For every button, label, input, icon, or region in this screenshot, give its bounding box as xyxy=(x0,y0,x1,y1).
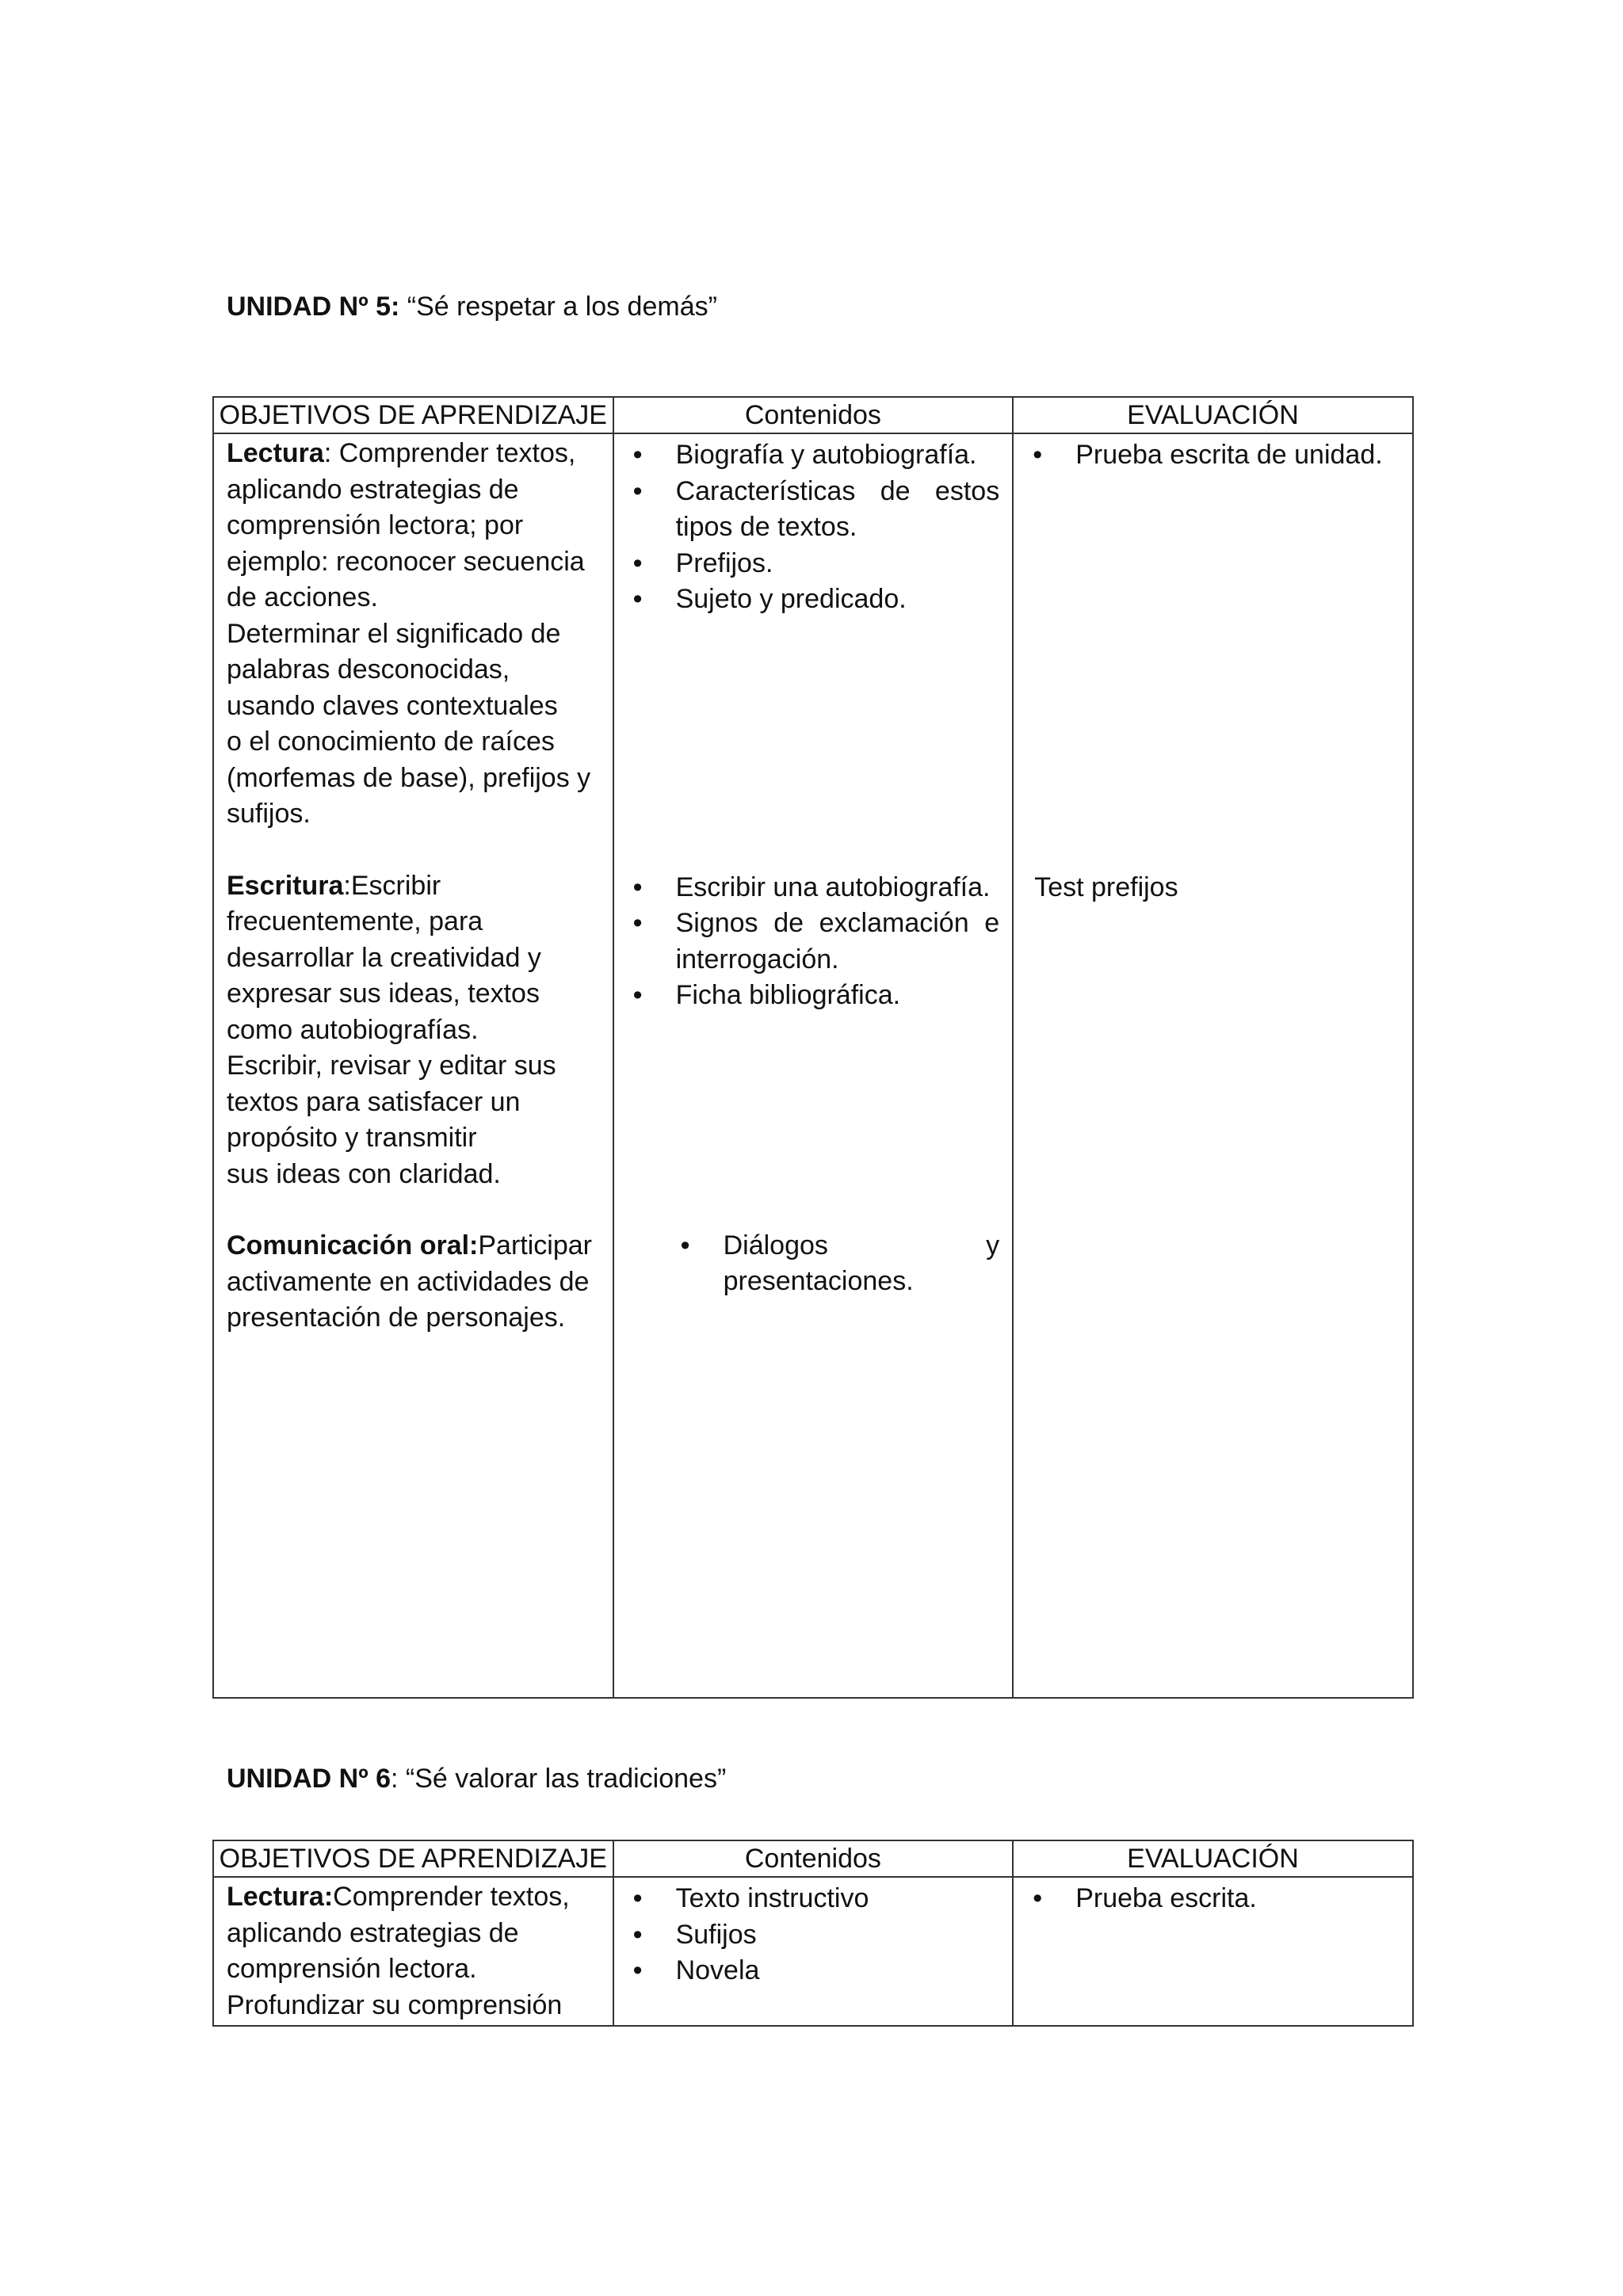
bullet-icon: • xyxy=(632,1883,643,1913)
unit5-body-row xyxy=(213,433,1413,1698)
bullet-icon: • xyxy=(632,871,643,902)
bullet-icon: • xyxy=(632,440,643,470)
unit5-oral-text: Participar activamente en actividades de presentación de personajes. xyxy=(227,1230,592,1333)
bullet-icon: • xyxy=(1033,440,1043,470)
unit5-header-objectives: OBJETIVOS DE APRENDIZAJE xyxy=(213,397,613,433)
list-item-text: Diálogos y presentaciones. xyxy=(723,1230,1000,1296)
unit5-lectura-text: : Comprender textos, aplicando estrategias de comprensión lectora; por ejemplo: reconocer secuencia de acciones. xyxy=(227,438,585,612)
list-item xyxy=(627,1228,1000,1300)
unit6-lectura-text2: Profundizar su comprensión xyxy=(227,1989,563,2020)
list-item-text: Características de estos tipos de textos. xyxy=(675,475,1000,542)
unit6-objectives-cell xyxy=(213,1877,613,2026)
unit6-table xyxy=(212,1840,1414,2027)
list-item-text: Prueba escrita. xyxy=(1075,1883,1257,1913)
unit6-heading-title: : “Sé valorar las tradiciones” xyxy=(391,1764,727,1794)
list-item xyxy=(627,906,1000,978)
unit5-objectives-cell xyxy=(213,433,613,1698)
unit5-lectura-objective xyxy=(227,436,600,616)
list-item xyxy=(627,437,1000,474)
list-item xyxy=(627,546,1000,582)
list-item xyxy=(627,582,1000,618)
unit6-contents-cell xyxy=(613,1877,1014,2026)
unit5-escritura-label: Escritura xyxy=(227,870,344,901)
unit6-header-objectives: OBJETIVOS DE APRENDIZAJE xyxy=(213,1840,613,1877)
unit5-lectura-label: Lectura xyxy=(227,438,324,468)
bullet-icon: • xyxy=(632,547,643,578)
list-item-text: Escribir una autobiografía. xyxy=(675,871,991,902)
bullet-icon: • xyxy=(1033,1883,1043,1913)
unit5-contents-oral-list xyxy=(627,1228,1000,1300)
list-item-text: Prefijos. xyxy=(675,547,773,578)
unit5-evaluation-test: Test prefijos xyxy=(1034,871,1178,902)
unit6-lectura-label: Lectura: xyxy=(227,1882,334,1912)
list-item xyxy=(627,978,1000,1014)
unit5-escritura-text: :Escribir frecuentemente, para desarrollar la creatividad y expresar sus ideas, textos como autobiografías. xyxy=(227,870,541,1045)
unit6-lectura-text: Comprender textos, aplicando estrategias de comprensión lectora. xyxy=(227,1882,570,1984)
unit5-header-evaluation: EVALUACIÓN xyxy=(1013,397,1413,433)
list-item-text: Ficha bibliográfica. xyxy=(675,980,901,1010)
unit5-lectura-text3: o el conocimiento de raíces (morfemas de base), prefijos y sufijos. xyxy=(227,727,591,829)
list-item xyxy=(627,1953,1000,1989)
bullet-icon: • xyxy=(632,475,643,506)
bullet-icon: • xyxy=(680,1230,690,1261)
list-item-text: Texto instructivo xyxy=(675,1883,869,1913)
list-item-text: Signos de exclamación e interrogación. xyxy=(675,908,1000,974)
unit5-evaluation-list xyxy=(1026,437,1400,474)
unit5-escritura-text3: sus ideas con claridad. xyxy=(227,1158,501,1189)
list-item xyxy=(1026,1881,1400,1917)
bullet-icon: • xyxy=(632,908,643,938)
unit6-heading-label: UNIDAD Nº 6 xyxy=(227,1764,391,1794)
list-item-text: Prueba escrita de unidad. xyxy=(1075,440,1383,470)
bullet-icon: • xyxy=(632,1919,643,1950)
unit5-contents-lectura-list xyxy=(627,437,1000,618)
unit6-lectura-objective xyxy=(227,1879,600,1988)
list-item xyxy=(627,1917,1000,1954)
unit5-heading xyxy=(227,288,717,325)
unit5-table xyxy=(212,396,1414,1699)
bullet-icon: • xyxy=(632,1955,643,1985)
unit5-lectura-text2: Determinar el significado de palabras desconocidas, usando claves contextuales xyxy=(227,618,561,721)
unit6-body-row xyxy=(213,1877,1413,2026)
list-item xyxy=(627,870,1000,906)
unit5-header-contents: Contenidos xyxy=(613,397,1014,433)
unit6-evaluation-list xyxy=(1026,1881,1400,1917)
unit5-contents-escritura-list xyxy=(627,870,1000,1014)
unit5-escritura-text2: Escribir, revisar y editar sus textos para satisfacer un propósito y transmitir xyxy=(227,1051,556,1153)
unit5-heading-title: “Sé respetar a los demás” xyxy=(399,292,717,322)
unit5-escritura-objective xyxy=(227,868,600,1049)
unit6-heading xyxy=(227,1760,726,1797)
list-item xyxy=(627,1881,1000,1917)
unit5-heading-label: UNIDAD Nº 5: xyxy=(227,292,400,322)
unit5-contents-cell xyxy=(613,433,1014,1698)
list-item-text: Biografía y autobiografía. xyxy=(675,440,977,470)
unit5-oral-objective xyxy=(227,1228,600,1337)
unit6-header-row xyxy=(213,1840,1413,1877)
unit5-evaluation-cell xyxy=(1013,433,1413,1698)
list-item-text: Novela xyxy=(675,1955,760,1985)
bullet-icon: • xyxy=(632,584,643,614)
list-item xyxy=(627,474,1000,546)
unit5-header-row xyxy=(213,397,1413,433)
list-item xyxy=(1026,437,1400,474)
unit5-oral-label: Comunicación oral: xyxy=(227,1230,479,1261)
unit6-contents-list xyxy=(627,1881,1000,1989)
list-item-text: Sufijos xyxy=(675,1919,757,1950)
unit6-evaluation-cell xyxy=(1013,1877,1413,2026)
unit6-header-evaluation: EVALUACIÓN xyxy=(1013,1840,1413,1877)
bullet-icon: • xyxy=(632,980,643,1010)
list-item-text: Sujeto y predicado. xyxy=(675,584,907,614)
unit6-header-contents: Contenidos xyxy=(613,1840,1014,1877)
